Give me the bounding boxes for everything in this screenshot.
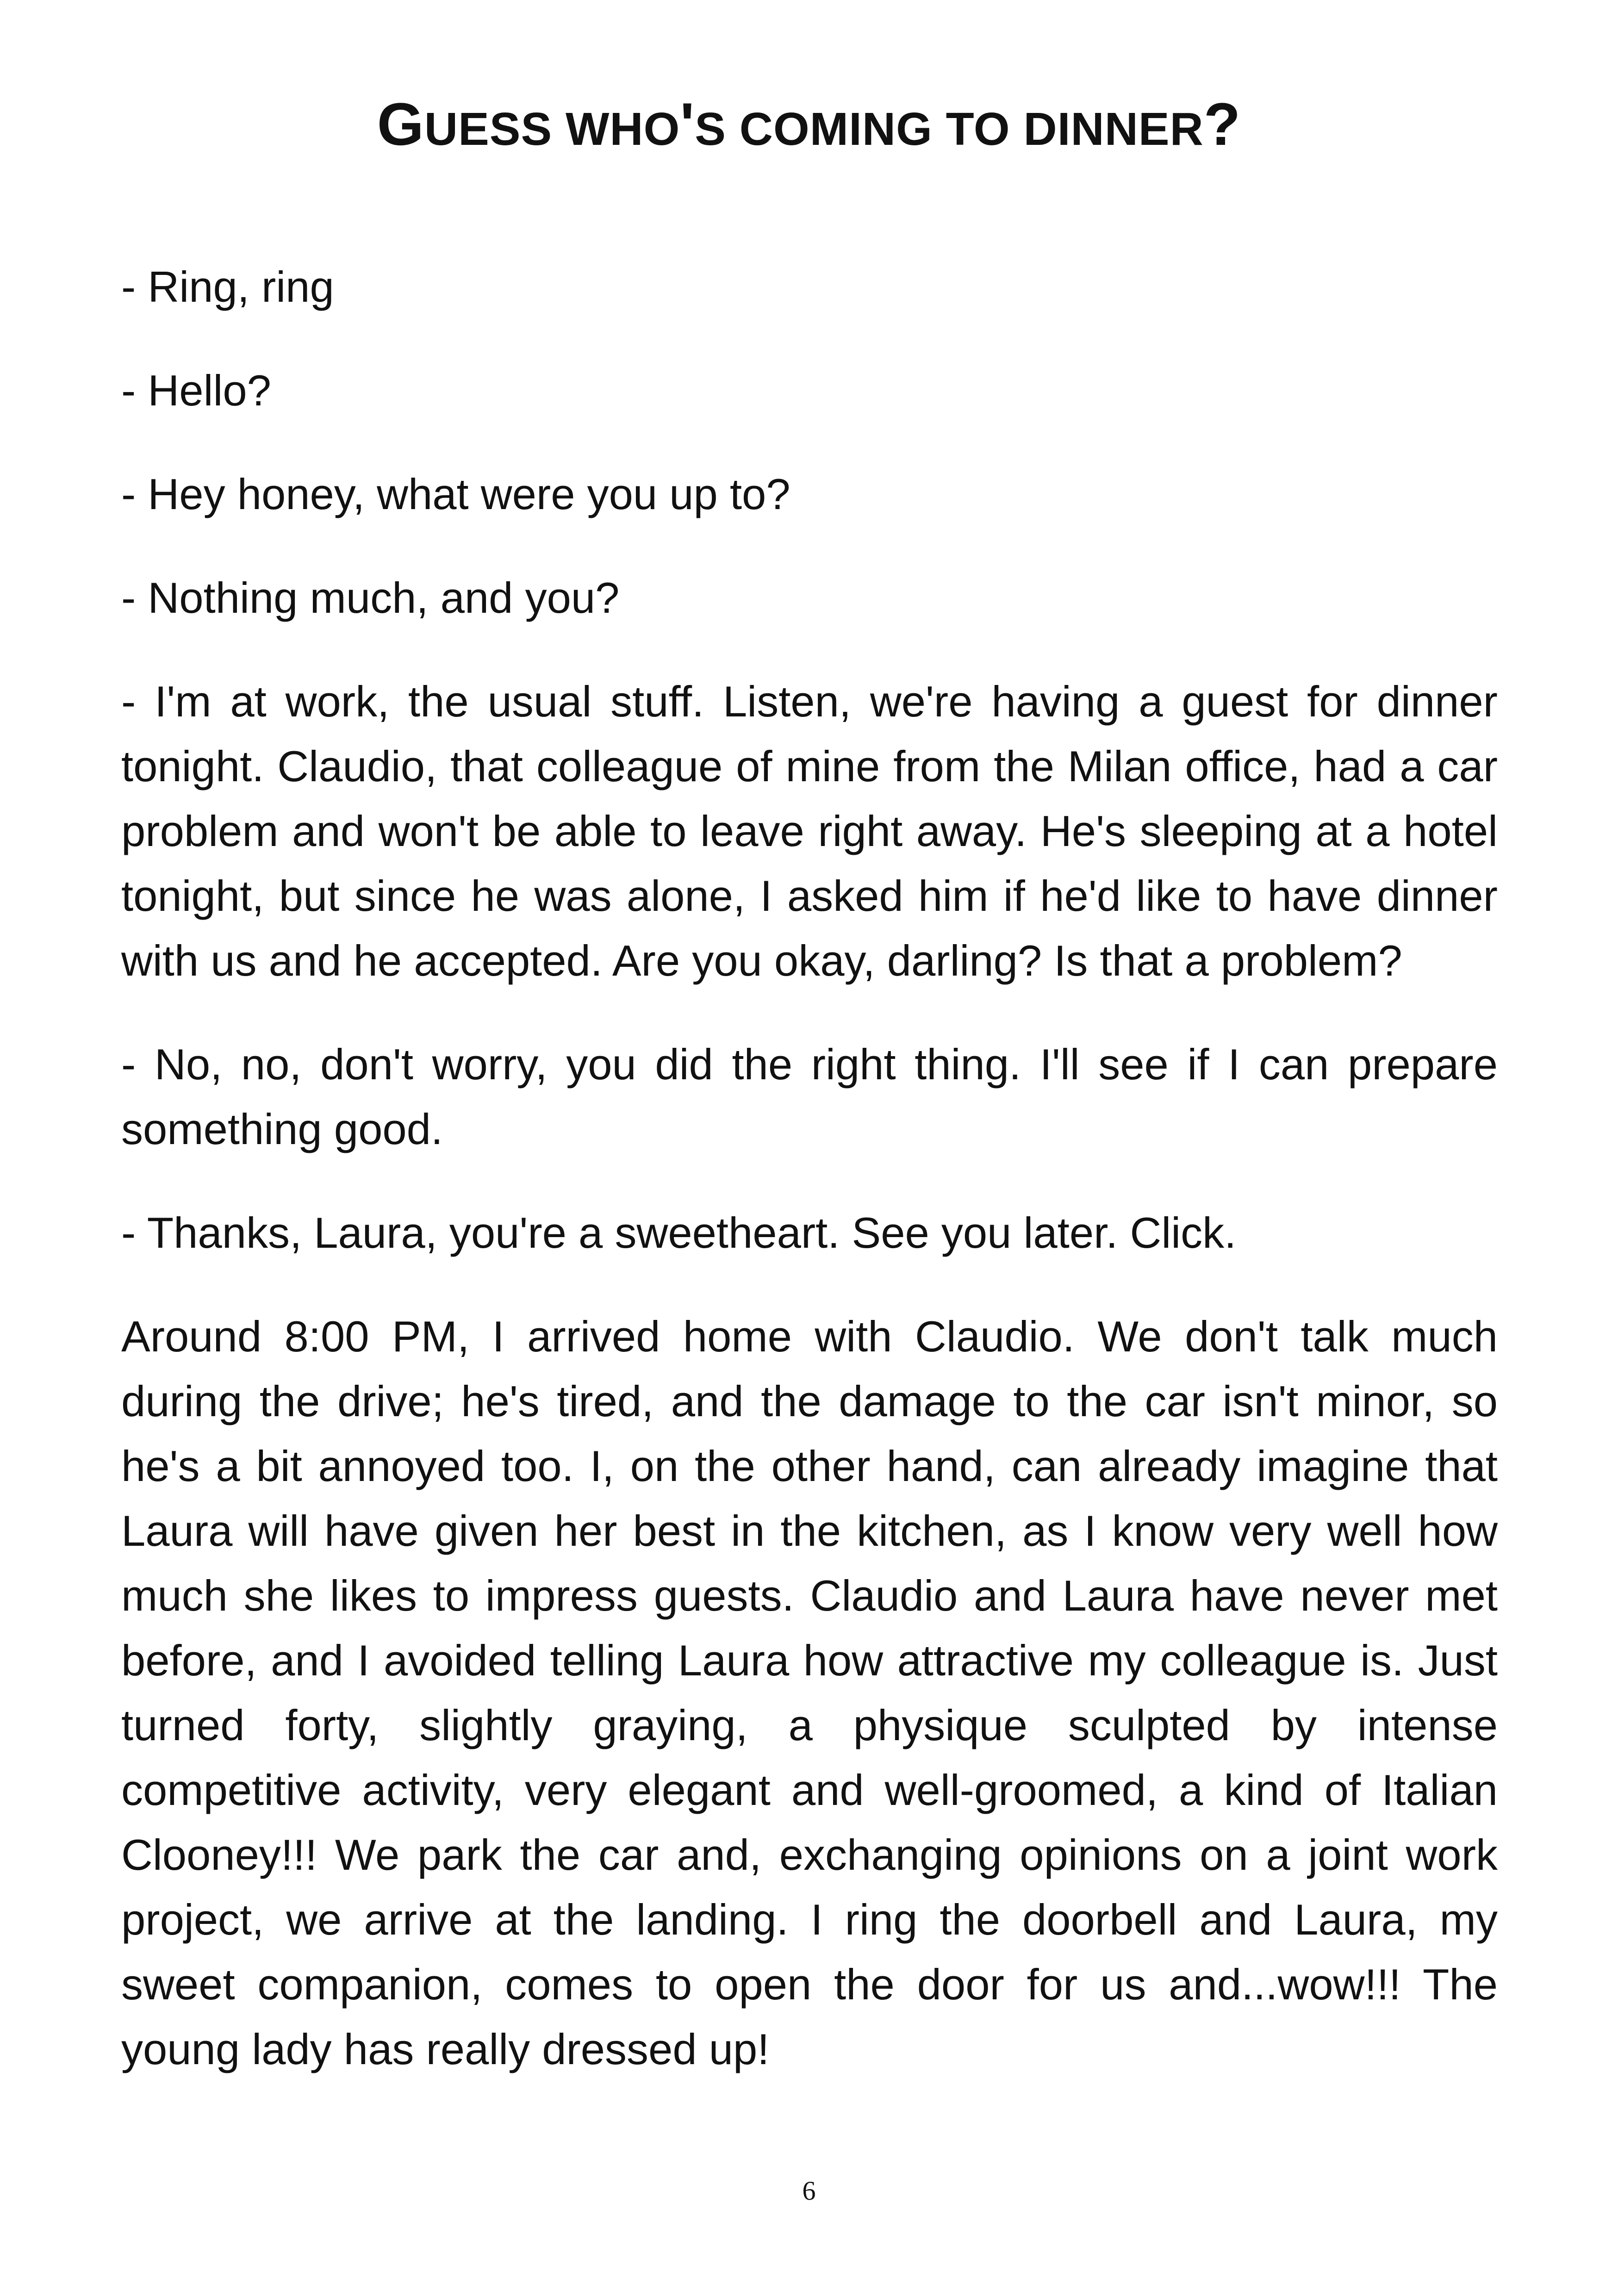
dialogue-line: - Hey honey, what were you up to? xyxy=(121,470,790,518)
title-part: UESS WHO xyxy=(424,103,680,155)
dialogue-line: - Ring, ring xyxy=(121,262,334,311)
dialogue-paragraph: - I'm at work, the usual stuff. Listen, we're having a guest for dinner tonight. Claudio, that colleague of mine from the Milan office, had a car problem and won't be able to leave right away. He's sleeping at a hotel tonight, but since he was alone, I asked him if he'd like to have dinner with us and he accepted. Are you okay, darling? Is that a problem? xyxy=(121,677,1498,985)
page-title xyxy=(0,88,1618,160)
title-part: ' xyxy=(680,90,695,158)
body-text xyxy=(121,255,1498,2121)
page-number: 6 xyxy=(802,2176,816,2206)
narrative-paragraph: Around 8:00 PM, I arrived home with Claudio. We don't talk much during the drive; he's tired, and the damage to the car isn't minor, so he's a bit annoyed too. I, on the other hand, can already imagine that Laura will have given her best in the kitchen, as I know very well how much she likes to impress guests. Claudio and Laura have never met before, and I avoided telling Laura how attractive my colleague is. Just turned forty, slightly graying, a physique sculpted by intense competitive activity, very elegant and well-groomed, a kind of Italian Clooney!!! We park the car and, exchanging opinions on a joint work project, we arrive at the landing. I ring the doorbell and Laura, my sweet companion, comes to open the door for us and...wow!!! The young lady has really dressed up! xyxy=(121,1312,1498,2073)
dialogue-line: - Hello? xyxy=(121,366,271,415)
title-part: S COMING TO DINNER xyxy=(695,103,1204,155)
dialogue-paragraph: - No, no, don't worry, you did the right thing. I'll see if I can prepare something good. xyxy=(121,1040,1498,1153)
dialogue-line: - Thanks, Laura, you're a sweetheart. See you later. Click. xyxy=(121,1208,1237,1257)
title-part: G xyxy=(377,90,424,158)
title-part: ? xyxy=(1203,90,1241,158)
dialogue-line: - Nothing much, and you? xyxy=(121,573,620,622)
